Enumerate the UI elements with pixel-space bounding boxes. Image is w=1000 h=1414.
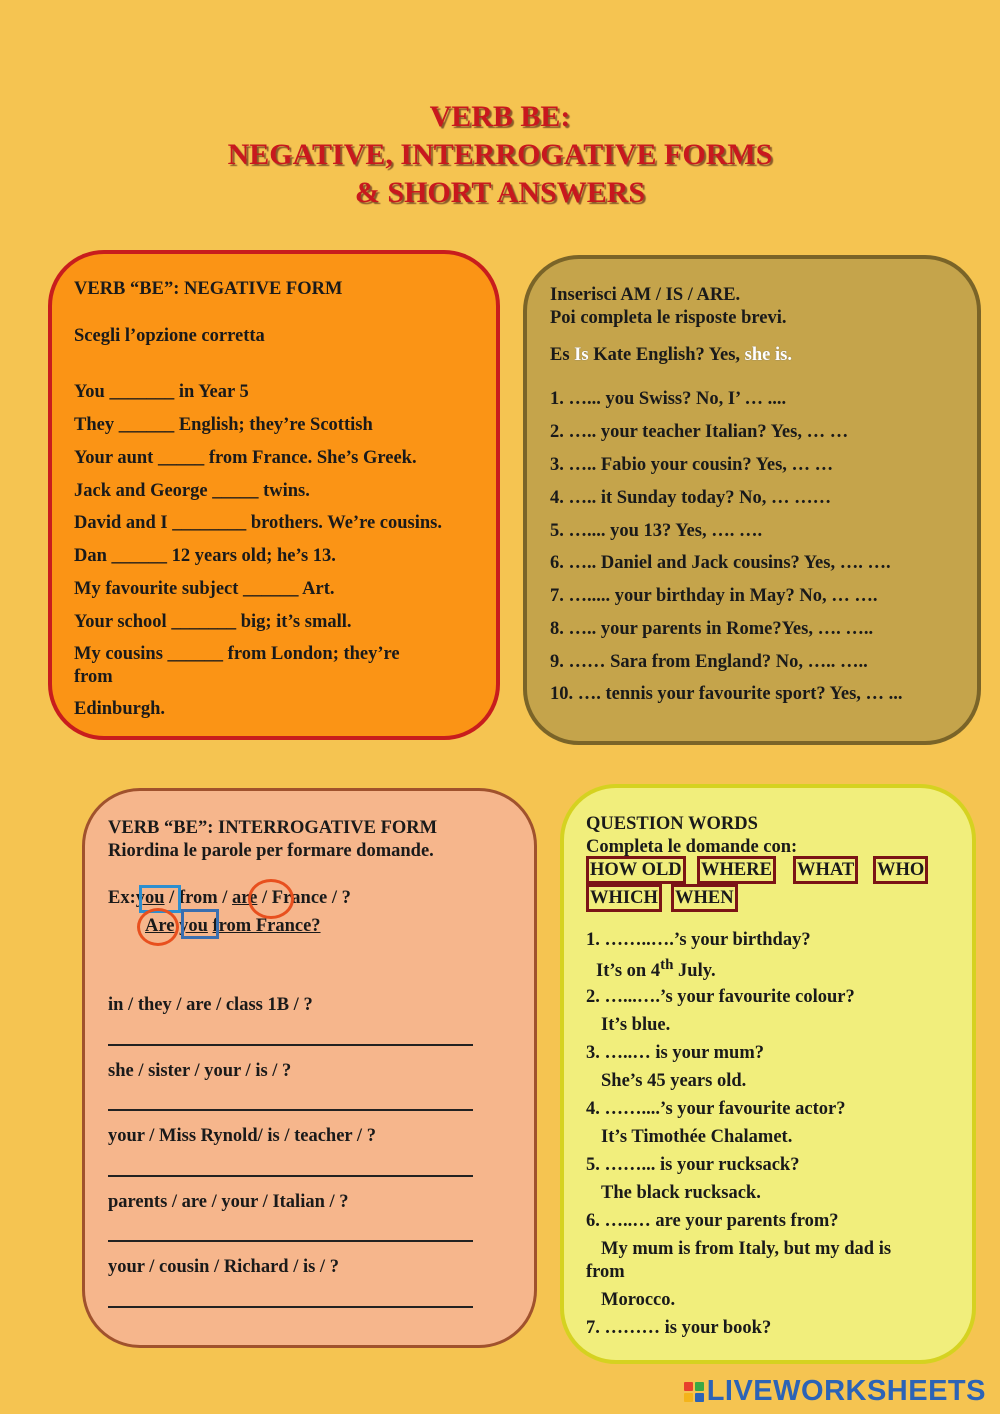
am-is-are-item-8[interactable]: 8. ….. your parents in Rome?Yes, …. ….. — [550, 619, 874, 639]
example-answer: she is. — [744, 345, 792, 365]
qw-answer-6: My mum is from Italy, but my dad is — [601, 1239, 892, 1259]
example-verb: Is — [574, 345, 589, 365]
qw-answer-4: It’s Timothée Chalamet. — [601, 1127, 793, 1147]
negative-item-9-end: Edinburgh. — [74, 699, 166, 719]
word-box-when: WHEN — [671, 884, 738, 912]
negative-item-7[interactable]: My favourite subject ______ Art. — [74, 579, 335, 599]
am-is-are-item-2[interactable]: 2. ….. your teacher Italian? Yes, … … — [550, 422, 849, 442]
am-is-are-item-6[interactable]: 6. ….. Daniel and Jack cousins? Yes, …. …. — [550, 553, 891, 573]
highlight-square-answer-you — [181, 909, 219, 939]
liveworksheets-logo-mark — [684, 1382, 704, 1402]
negative-item-6[interactable]: Dan ______ 12 years old; he’s 13. — [74, 546, 336, 566]
example-label: Ex: — [108, 888, 136, 908]
word-box-what: WHAT — [793, 856, 858, 884]
am-is-are-example — [550, 344, 792, 367]
title-line-2: NEGATIVE, INTERROGATIVE FORMS — [227, 138, 773, 171]
am-is-are-instruction-1: Inserisci AM / IS / ARE. — [550, 285, 741, 305]
answer-line-4[interactable] — [108, 1240, 473, 1242]
interrogative-item-2: she / sister / your / is / ? — [108, 1061, 292, 1081]
logo-square-blue — [695, 1393, 704, 1402]
am-is-are-item-5[interactable]: 5. ….... you 13? Yes, …. …. — [550, 521, 763, 541]
interrogative-item-3: your / Miss Rynold/ is / teacher / ? — [108, 1126, 376, 1146]
qw-question-7[interactable]: 7. ……… is your book? — [586, 1318, 772, 1338]
example-prefix: Es — [550, 345, 570, 365]
qw-answer-3: She’s 45 years old. — [601, 1071, 747, 1091]
question-words-instruction: Completa le domande con: — [586, 837, 798, 857]
liveworksheets-logo[interactable] — [684, 1375, 986, 1408]
interrogative-form-panel — [82, 788, 537, 1348]
interrogative-instruction: Riordina le parole per formare domande. — [108, 841, 434, 861]
am-is-are-instruction-2: Poi completa le risposte brevi. — [550, 308, 787, 328]
am-is-are-item-7[interactable]: 7. …..... your birthday in May? No, … …. — [550, 586, 878, 606]
qw-answer-1 — [596, 954, 716, 983]
qw-answer-1-post: July. — [673, 961, 716, 982]
negative-item-1[interactable]: You _______ in Year 5 — [74, 382, 249, 402]
answer-word-are: Are — [145, 916, 175, 936]
negative-item-9-cont: from — [74, 667, 113, 687]
negative-item-8[interactable]: Your school _______ big; it’s small. — [74, 612, 352, 632]
question-words-heading: QUESTION WORDS — [586, 814, 758, 834]
example-word-from: / from / — [169, 888, 228, 908]
logo-square-red — [684, 1382, 693, 1391]
am-is-are-item-3[interactable]: 3. ….. Fabio your cousin? Yes, … … — [550, 455, 834, 475]
am-is-are-item-9[interactable]: 9. …… Sara from England? No, ….. ….. — [550, 652, 868, 672]
negative-instruction: Scegli l’opzione corretta — [74, 326, 265, 346]
interrogative-item-4: parents / are / your / Italian / ? — [108, 1192, 349, 1212]
answer-line-2[interactable] — [108, 1109, 473, 1111]
liveworksheets-logo-text: LIVEWORKSHEETS — [706, 1375, 986, 1407]
qw-answer-5: The black rucksack. — [601, 1183, 761, 1203]
title-line-3: & SHORT ANSWERS — [354, 176, 646, 209]
negative-heading: VERB “BE”: NEGATIVE FORM — [74, 279, 343, 299]
word-box-which: WHICH — [586, 884, 662, 912]
logo-square-yellow — [684, 1393, 693, 1402]
qw-answer-6-end: Morocco. — [601, 1290, 676, 1310]
qw-question-1[interactable]: 1. ……..….’s your birthday? — [586, 930, 811, 950]
title-line-1: VERB BE: — [429, 100, 571, 133]
qw-answer-1-sup: th — [660, 957, 674, 973]
word-box-where: WHERE — [697, 856, 776, 884]
question-words-panel — [560, 784, 976, 1364]
negative-item-9[interactable]: My cousins ______ from London; they’re — [74, 644, 400, 664]
am-is-are-item-4[interactable]: 4. ….. it Sunday today? No, … …… — [550, 488, 832, 508]
negative-item-5[interactable]: David and I ________ brothers. We’re cousins. — [74, 513, 442, 533]
example-word-end: / France / ? — [262, 888, 351, 908]
am-is-are-item-10[interactable]: 10. …. tennis your favourite sport? Yes, … ... — [550, 684, 903, 704]
word-box-who: WHO — [873, 856, 928, 884]
example-word-are: are — [232, 888, 258, 908]
example-word-you: you — [135, 888, 165, 908]
answer-line-3[interactable] — [108, 1175, 473, 1177]
qw-question-4[interactable]: 4. ……....’s your favourite actor? — [586, 1099, 846, 1119]
qw-question-6[interactable]: 6. …..… are your parents from? — [586, 1211, 839, 1231]
answer-line-5[interactable] — [108, 1306, 473, 1308]
interrogative-item-1: in / they / are / class 1B / ? — [108, 995, 313, 1015]
negative-form-panel — [48, 250, 500, 740]
qw-answer-2: It’s blue. — [601, 1015, 671, 1035]
highlight-circle-are — [248, 879, 294, 919]
worksheet-title — [0, 98, 1000, 212]
negative-item-3[interactable]: Your aunt _____ from France. She’s Greek. — [74, 448, 417, 468]
qw-question-3[interactable]: 3. …..… is your mum? — [586, 1043, 764, 1063]
negative-item-2[interactable]: They ______ English; they’re Scottish — [74, 415, 373, 435]
answer-word-you: you — [179, 916, 208, 936]
qw-answer-1-pre: It’s on 4 — [596, 961, 661, 982]
qw-question-5[interactable]: 5. ……... is your rucksack? — [586, 1155, 800, 1175]
answer-word-end: from France? — [212, 916, 321, 936]
am-is-are-panel — [523, 255, 981, 745]
qw-question-2[interactable]: 2. …...….’s your favourite colour? — [586, 987, 855, 1007]
logo-square-green — [695, 1382, 704, 1391]
qw-answer-6-cont: from — [586, 1262, 625, 1282]
highlight-circle-answer-are — [137, 908, 179, 946]
interrogative-item-5: your / cousin / Richard / is / ? — [108, 1257, 339, 1277]
interrogative-heading: VERB “BE”: INTERROGATIVE FORM — [108, 818, 438, 838]
negative-item-4[interactable]: Jack and George _____ twins. — [74, 481, 310, 501]
am-is-are-item-1[interactable]: 1. …... you Swiss? No, I’ … .... — [550, 389, 787, 409]
answer-line-1[interactable] — [108, 1044, 473, 1046]
example-question: Kate English? Yes, — [593, 345, 741, 365]
word-box-how-old: HOW OLD — [586, 856, 686, 884]
